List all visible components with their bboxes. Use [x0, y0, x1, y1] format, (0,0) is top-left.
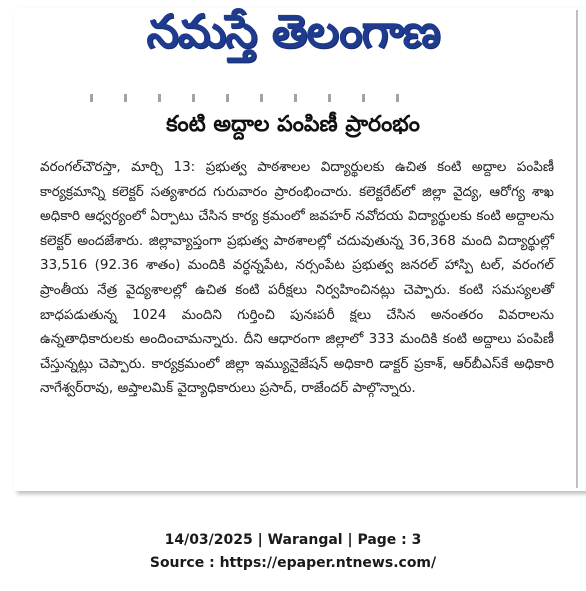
- clipping-cut-remnant: [90, 94, 420, 102]
- article-headline: కంటి అద్దాల పంపిణీ ప్రారంభం: [166, 112, 420, 137]
- masthead-title: నమస్తే తెలంగాణ: [146, 4, 440, 58]
- article-body: [40, 155, 554, 401]
- frame-edge-divider: [576, 10, 578, 488]
- footer-source-line: Source : https://epaper.ntnews.com/: [149, 555, 437, 571]
- article-paragraph: వరంగల్‌చౌరస్తా, మార్చి 13: ప్రభుత్వ పాఠశాలల విద్యార్థులకు ఉచిత కంటి అద్దాల పంపిణీ కార్యక్రమాన్ని కలెక్టర్ సత్యశారద గురువారం ప్రారంభించారు. కలెక్టరేట్‌లో జిల్లా వైద్య, ఆరోగ్య శాఖ అధికారి ఆధ్వర్యంలో ఏర్పాటు చేసిన కార్య క్రమంలో జవహర్ నవోదయ విద్యార్థులకు కంటి అద్దాలను కలెక్టర్ అందజేశారు. జిల్లావ్యాప్తంగా ప్రభుత్వ పాఠశాలల్లో చదువుతున్న 36,368 మంది విద్యార్థుల్లో 33,516 (92.36 శాతం) మందికి వర్ధన్నపేట, నర్సంపేట ప్రభుత్వ జనరల్ హాస్పి టల్, వరంగల్ ప్రాంతీయ నేత్ర వైద్యశాలల్లో ఉచిత కంటి పరీక్షలు నిర్వహించినట్లు చెప్పారు. కంటి సమస్యలతో బాధపడుతున్న 1024 మందిని గుర్తించి పునఃపరీ క్షలు చేసిన అనంతరం వివరాలను ఉన్నతాధికారులకు అందించామన్నారు. దీని ఆధారంగా జిల్లాలో 333 మందికి కంటి అద్దాలు పంపిణీ చేస్తున్నట్లు చెప్పారు. కార్యక్రమంలో జిల్లా ఇమ్యునైజేషన్ అధికారి డాక్టర్ ప్రకాశ్, ఆర్‌బీఎస్‌కే అధికారి నాగేశ్వర్‌రావు, అప్తాలమిక్ వైద్యాధికారులు ప్రసాద్, రాజేందర్ పాల్గొన్నారు.: [40, 159, 554, 397]
- newspaper-masthead: [0, 2, 586, 72]
- footer-date-line: 14/03/2025 | Warangal | Page : 3: [164, 532, 422, 548]
